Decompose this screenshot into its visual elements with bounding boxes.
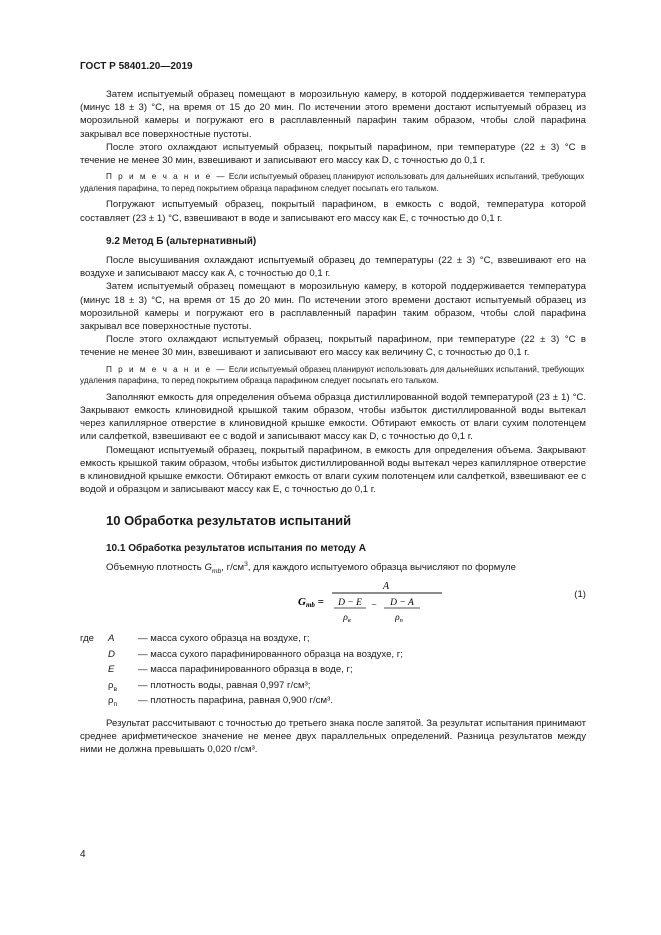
note xyxy=(80,364,586,387)
symbol: ρ xyxy=(108,679,114,691)
formula-intro: Объемную плотность $G_{mb}$, $г/см^3$, для каждого испытуемого образца вычисляют по формуле xyxy=(106,560,516,575)
document-header: ГОСТ Р 58401.20—2019 xyxy=(80,61,193,72)
definition-row xyxy=(80,648,586,664)
page-body xyxy=(80,88,586,757)
paragraph: Результат рассчитывают с точностью до третьего знака после запятой. За результат испытания принимают среднее арифметическое значение не менее двух параллельных определений. Разница результатов между ними не должна превышать 0,020 г/см³. xyxy=(80,718,586,756)
formula-d1-den: $\rho_в$ xyxy=(343,613,351,625)
symbol: G xyxy=(204,561,212,573)
note-text: Если испытуемый образец планируют использовать для дальнейших испытаний, требующих удаления парафина, то перед покрытием образца парафином следует посыпать его тальком. xyxy=(80,172,585,193)
formula-number: (1) xyxy=(574,589,586,601)
formula-d2-num: D − A xyxy=(390,598,414,609)
note-label: П р и м е ч а н и е — xyxy=(106,364,227,374)
formula-numerator: A xyxy=(382,581,390,593)
where-word: где xyxy=(80,633,95,645)
symbol: E xyxy=(108,664,115,676)
section-heading: 10 Обработка результатов испытаний xyxy=(106,513,352,529)
paragraph: Затем испытуемый образец помещают в морозильную камеру, в которой поддерживается температура (минус 18 ± 3) °С, на время от 15 до 20 мин. По истечении этого времени достают испытуемый образец из морозильной камеры и погружают его в расплавленный парафин таким образом, чтобы слой парафина закрывал все поверхностные пустоты. xyxy=(80,89,586,140)
symbol: D xyxy=(108,648,115,660)
paragraph: После высушивания охлаждают испытуемый образец до температуры (22 ± 3) °С, взвешивают его на воздухе и записывают массу как A, с точностью до 0,1 г. xyxy=(80,255,586,280)
formula-minus: − xyxy=(370,600,378,612)
subsection-heading: 10.1 Обработка результатов испытания по методу А xyxy=(106,542,366,554)
paragraph: Погружают испытуемый образец, покрытый парафином, в емкость с водой, температура которой составляет (23 ± 1) °С, взвешивают в воде и записывают его массу как E, с точностью до 0,1 г. xyxy=(80,199,586,224)
definition-row: $\rho_п$ — плотность парафина, равная 0,900 г/см³. xyxy=(108,695,333,709)
definition-row: $\rho_в$ — плотность воды, равная 0,997 г/см³; xyxy=(108,679,311,693)
paragraph: После этого охлаждают испытуемый образец, покрытый парафином, при температуре (22 ± 3) °С в течение не менее 30 мин, взвешивают и записывают его массу как D, с точностью до 0,1 г. xyxy=(80,141,586,167)
definition-text: — плотность парафина, равная 0,900 г/см³. xyxy=(138,695,333,707)
page-number: 4 xyxy=(80,849,86,860)
paragraph: Заполняют емкость для определения объема образца дистиллированной водой температурой (23 ± 1) °С. Закрывают емкость клиновидной крышкой таким образом, чтобы избыток дистиллированной воды вытекал через капиллярное отверстие в клиновидной крышке емкости. Обтирают емкость от влаги сухим полотенцем или салфеткой, взвешивают ее с водой и записывают массу как D, с точностью до 0,1 г. xyxy=(80,391,586,443)
formula-d2-den: $\rho_п$ xyxy=(395,613,403,625)
formula-lhs: Gmb = xyxy=(298,596,324,610)
formula-block xyxy=(80,578,586,626)
definition-row xyxy=(80,663,586,679)
subsection-heading: 9.2 Метод Б (альтернативный) xyxy=(106,235,257,247)
definitions-list xyxy=(80,632,586,710)
note-label: П р и м е ч а н и е — xyxy=(106,172,227,182)
definition-text: — масса сухого парафинированного образца на воздухе, г; xyxy=(138,648,403,660)
paragraph: Помещают испытуемый образец, покрытый парафином, в емкость для определения объема. Закрывают емкость крышкой таким образом, чтобы избыток дистиллированной воды вытекал через капиллярное отверстие в клиновидной крышке емкости. Обтирают емкость от влаги сухим полотенцем или салфеткой, взвешивают ее с водой и образцом и записывают массу как E, с точностью до 0,1 г. xyxy=(80,444,586,496)
formula xyxy=(298,578,448,626)
symbol: A xyxy=(108,633,115,645)
symbol: ρ xyxy=(108,695,114,707)
paragraph: Затем испытуемый образец помещают в морозильную камеру, в которой поддерживается температура (минус 18 ± 3) °С, на время от 15 до 20 мин. По истечении этого времени достают испытуемый образец из морозильной камеры и погружают его в расплавленный парафин таким образом, чтобы слой парафина закрывал все поверхностные пустоты. xyxy=(80,281,586,333)
definition-text: — плотность воды, равная 0,997 г/см³; xyxy=(138,679,311,691)
paragraph: После этого охлаждают испытуемый образец, покрытый парафином, при температуре (22 ± 3) °С в течение не менее 30 мин, взвешивают и записывают его массу как величину C, с точностью до 0,1 г. xyxy=(80,334,586,359)
definition-text: — масса парафинированного образца в воде, г; xyxy=(138,664,353,676)
note xyxy=(80,171,586,194)
definition-text: — масса сухого образца на воздухе, г; xyxy=(138,633,310,645)
definition-row xyxy=(80,632,586,648)
note-text: Если испытуемый образец планируют использовать для дальнейших испытаний, требующих удаления парафина, то перед покрытием образца парафином следует посыпать его тальком. xyxy=(80,364,585,386)
formula-d1-num: D − E xyxy=(338,598,362,609)
